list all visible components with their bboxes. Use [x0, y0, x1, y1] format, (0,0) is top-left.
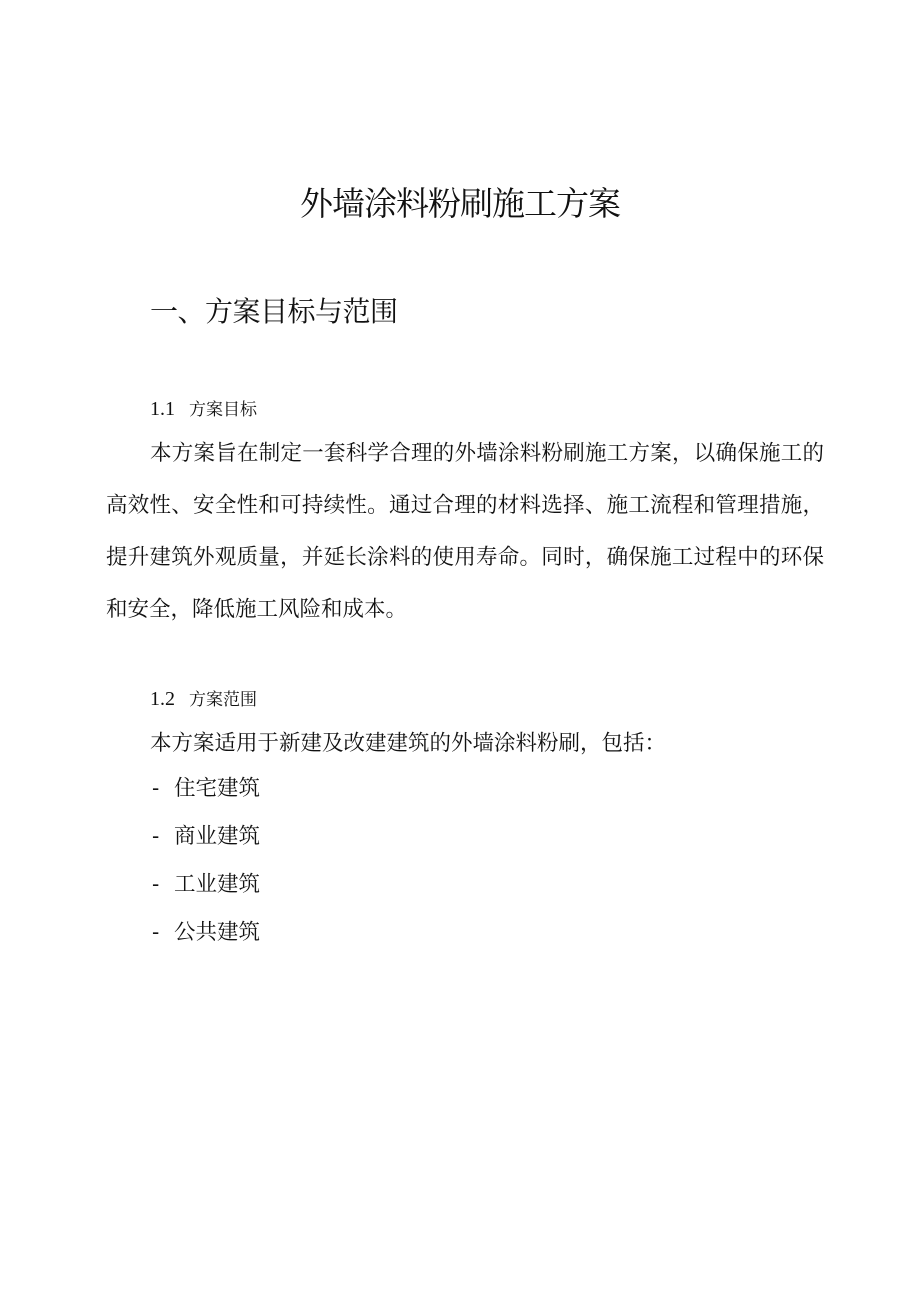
list-bullet: -: [152, 824, 160, 849]
list-item: [152, 813, 260, 861]
paragraph-scope: 本方案适用于新建及改建建筑的外墙涂料粉刷，包括：: [150, 731, 667, 756]
subsection-number: 1.1: [150, 398, 175, 420]
subsection-label: 方案目标: [189, 400, 257, 420]
list-item: [152, 765, 260, 813]
list-item: [152, 861, 260, 909]
paragraph-goal: 本方案旨在制定一套科学合理的外墙涂料粉刷施工方案，以确保施工的高效性、安全性和可持续性。通过合理的材料选择、施工流程和管理措施，提升建筑外观质量，并延长涂料的使用寿命。同时，确保施工过程中的环保和安全，降低施工风险和成本。: [106, 441, 824, 622]
list-item-text: 公共建筑: [174, 920, 261, 945]
subsection-label: 方案范围: [189, 690, 257, 710]
subsection-heading-1-2: [150, 685, 257, 711]
section-heading: 一、方案目标与范围: [150, 295, 398, 328]
list-bullet: -: [152, 776, 160, 801]
document-title: 外墙涂料粉刷施工方案: [300, 184, 620, 223]
list-item-text: 住宅建筑: [174, 776, 261, 801]
subsection-number: 1.2: [150, 688, 175, 710]
list-item-text: 商业建筑: [174, 824, 261, 849]
subsection-heading-1-1: [150, 395, 257, 421]
list-item: [152, 909, 260, 957]
list-item-text: 工业建筑: [174, 872, 261, 897]
list-bullet: -: [152, 920, 160, 945]
list-bullet: -: [152, 872, 160, 897]
scope-list: [152, 765, 260, 957]
